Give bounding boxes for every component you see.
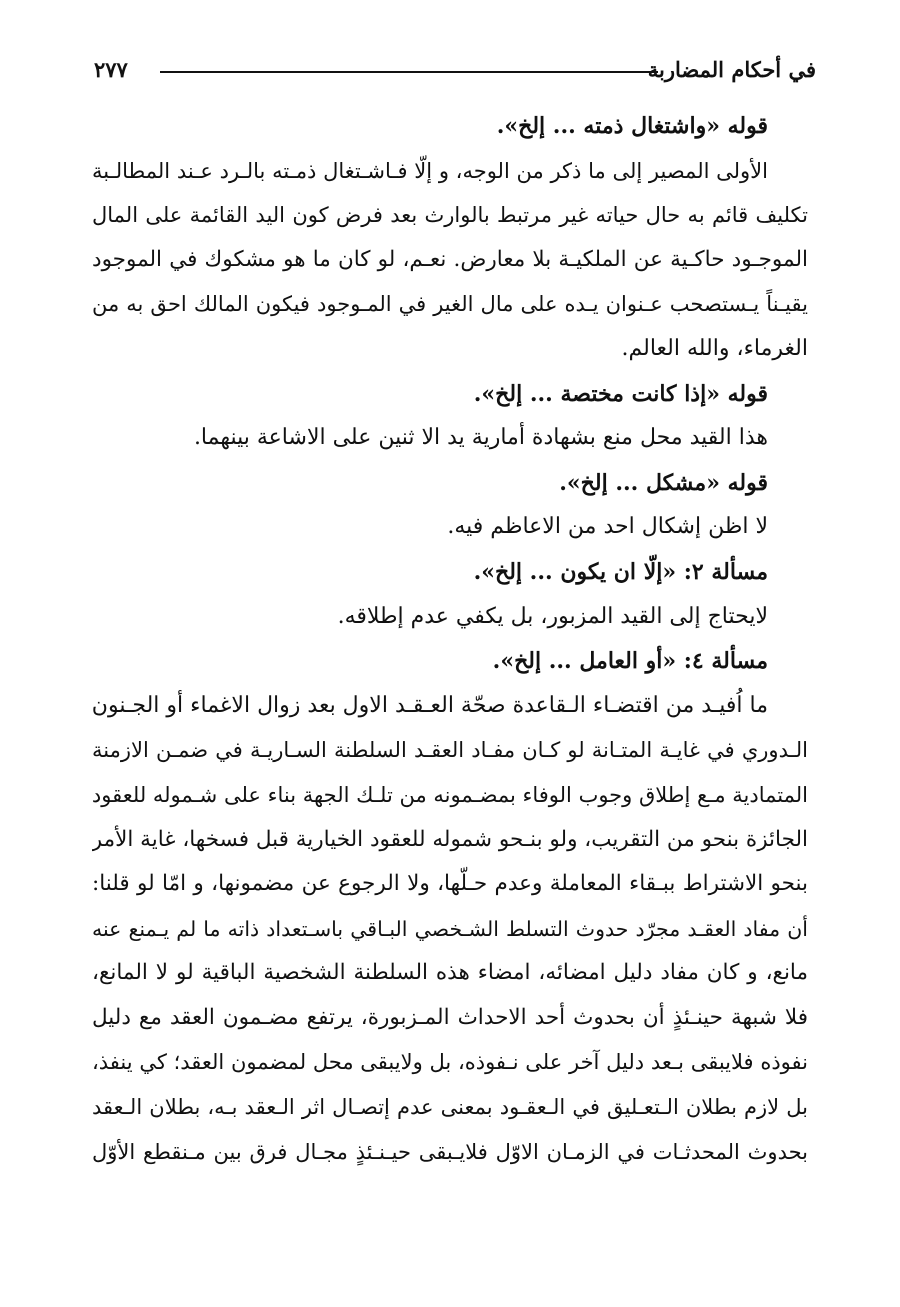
text-line: الجائزة بنحو من التقريب، ولو بنـحو شموله للعقود الخيارية قبل فسخها، غاية الأمر xyxy=(92,826,808,852)
running-title: في أحكام المضاربة xyxy=(647,57,816,82)
text-line: بحدوث المحدثـات في الزمـان الاوّل فلايـبقى حيـنـئذٍ مجـال فرق بين مـنقطع الأوّل xyxy=(92,1139,808,1164)
heading-line: قوله «واشتغال ذمته ... إلخ». xyxy=(496,113,768,139)
text-line: لا اظن إشكال احد من الاعاظم فيه. xyxy=(447,514,768,540)
running-header xyxy=(94,52,816,88)
text-line: ما اُفيـد من اقتضـاء الـقاعدة صحّة العـقـد الاول بعد زوال الاغماء أو الجـنون xyxy=(92,692,768,718)
text-line: بنحو الاشتراط ببـقاء المعاملة وعدم حـلّها، ولا الرجوع عن مضمونها، و امّا لو قلنا: xyxy=(92,871,808,897)
main-text xyxy=(92,104,808,1174)
heading-line: قوله «إذا كانت مختصة ... إلخ». xyxy=(473,380,768,407)
text-line: تكليف قائم به حال حياته غير مرتبط بالوارث بعد فرض كون اليد القائمة على المال xyxy=(92,203,808,228)
text-line: نفوذه فلايبقى بـعد دليل آخر على نـفوذه، بل ولايبقى محل لمضمون العقد؛ كي ينفذ، xyxy=(92,1050,808,1075)
heading-line: مسألة ٢: «إلّا ان يكون ... إلخ». xyxy=(473,558,768,585)
text-line: مانع، و كان مفاد دليل امضائه، امضاء هذه السلطنة الشخصية الباقية لو لا المانع، xyxy=(92,960,808,986)
text-line: هذا القيد محل منع بشهادة أمارية يد الا ثنين على الاشاعة بينهما. xyxy=(193,425,768,451)
heading-line: مسألة ٤: «أو العامل ... إلخ». xyxy=(492,648,768,675)
text-line: الـدوري في غايـة المتـانة لو كـان مفـاد العقـد السلطنة السـاريـة في ضمـن الازمنة xyxy=(92,738,808,763)
text-line: بل لازم بطلان الـتعـليق في الـعقـود بمعنى عدم إتصـال اثر الـعقد بـه، بطلان الـعقد xyxy=(92,1095,808,1120)
heading-line: قوله «مشكل ... إلخ». xyxy=(559,469,768,496)
text-line: أن مفاد العقـد مجرّد حدوث التسلط الشـخصي البـاقي باسـتعداد ذاته ما لم يـمنع عنه xyxy=(92,916,808,941)
page-number: ٢٧٧ xyxy=(94,57,128,82)
text-line: فلا شبهة حينـئذٍ أن بحدوث أحد الاحداث المـزبورة، يرتفع مضـمون العقد مع دليل xyxy=(92,1004,808,1030)
text-line: يقيـناً يـستصحب عـنوان يـده على مال الغير في المـوجود فيكون المالك احق به من xyxy=(92,292,808,317)
text-line: الأولى المصير إلى ما ذكر من الوجه، و إلّا فـاشـتغال ذمـته بالـرد عـند المطالـبة xyxy=(92,158,768,183)
text-line: لايحتاج إلى القيد المزبور، بل يكفي عدم إطلاقه. xyxy=(337,603,768,629)
text-line: الموجـود حاكـية عن الملكيـة بلا معارض. نعـم، لو كان ما هو مشكوك في الموجود xyxy=(92,246,808,272)
text-line: الغرماء، والله العالم. xyxy=(621,335,808,361)
header-rule xyxy=(160,71,658,73)
text-line: المتمادية مـع إطلاق وجوب الوفاء بمضـمونه من تلـك الجهة بناء على شـموله للعقود xyxy=(92,782,808,807)
